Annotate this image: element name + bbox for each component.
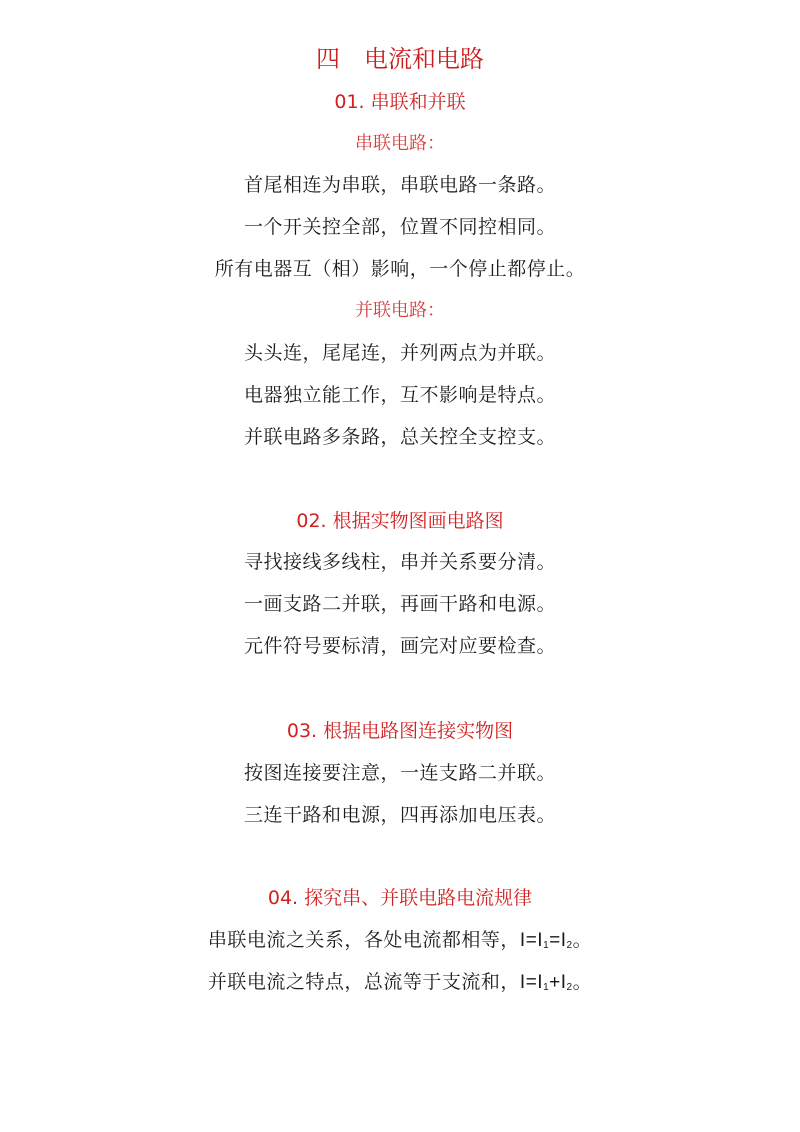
series-line-2: 一个开关控全部，位置不同控相同。 (243, 216, 556, 238)
section-3-line-1: 按图连接要注意，一连支路二并联。 (243, 762, 556, 784)
series-line-1: 首尾相连为串联，串联电路一条路。 (243, 174, 556, 196)
section-2-line-2: 一画支路二并联，再画干路和电源。 (243, 593, 556, 615)
parallel-line-1: 头头连，尾尾连，并列两点为并联。 (243, 342, 556, 364)
section-2-line-1: 寻找接线多线柱，串并关系要分清。 (243, 551, 556, 573)
parallel-current-line (0, 973, 800, 993)
parallel-line-2: 电器独立能工作，互不影响是特点。 (243, 384, 556, 406)
section-2-heading: 02. 根据实物图画电路图 (296, 510, 504, 532)
section-4-heading: 04. 探究串、并联电路电流规律 (267, 887, 533, 909)
series-circuit-label: 串联电路： (355, 133, 445, 154)
section-1-heading: 01. 串联和并联 (334, 91, 466, 113)
series-current-line (0, 931, 800, 951)
page-title: 四 电流和电路 (316, 45, 484, 73)
series-current-formula: $I=I_1=I_2$。 (519, 930, 593, 951)
parallel-current-formula: $I=I_1+I_2$。 (519, 972, 593, 993)
series-line-3: 所有电器互（相）影响，一个停止都停止。 (214, 258, 586, 280)
section-2-line-3: 元件符号要标清，画完对应要检查。 (243, 635, 556, 657)
section-3-heading: 03. 根据电路图连接实物图 (286, 720, 514, 742)
parallel-current-text: 并联电流之特点，总流等于支流和， (207, 971, 520, 993)
parallel-line-3: 并联电路多条路，总关控全支控支。 (243, 426, 556, 448)
parallel-circuit-label: 并联电路： (355, 300, 445, 321)
series-current-text: 串联电流之关系，各处电流都相等， (207, 929, 520, 951)
section-3-line-2: 三连干路和电源，四再添加电压表。 (243, 804, 556, 826)
